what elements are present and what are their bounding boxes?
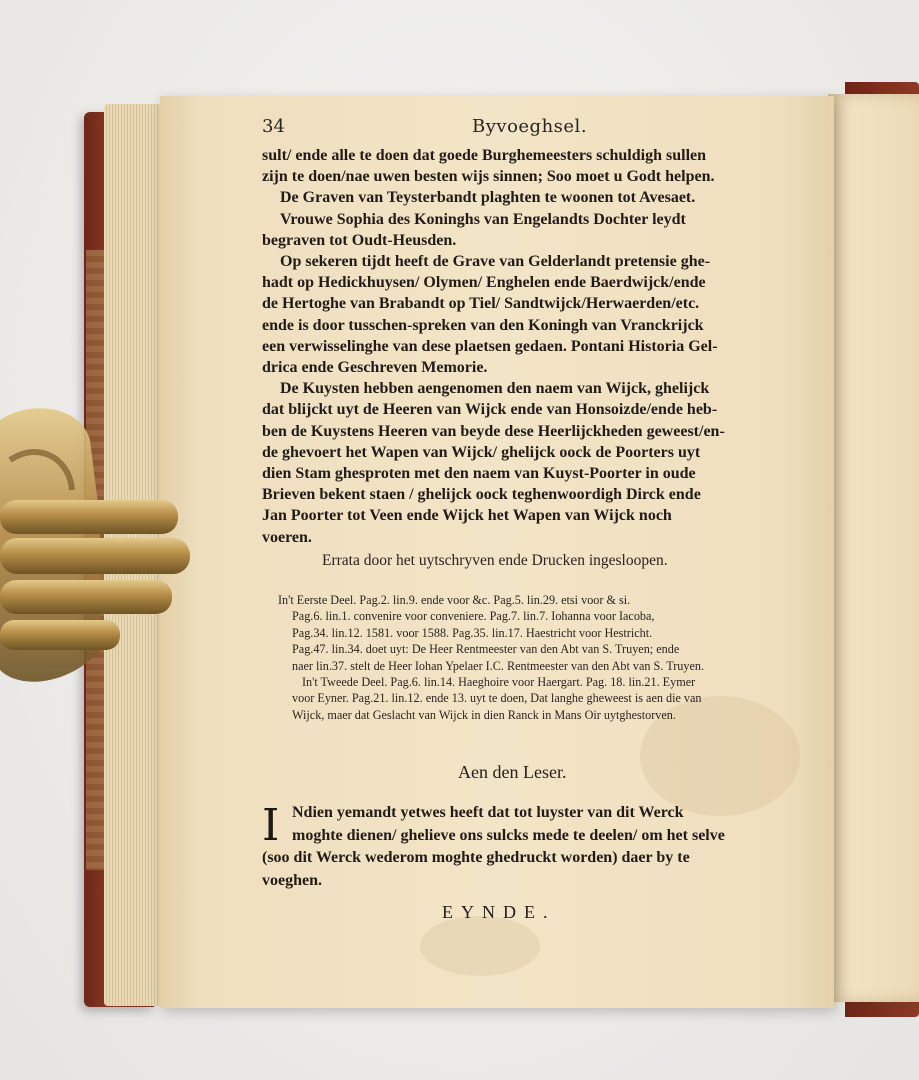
text-line: sult/ ende alle te doen dat goede Burghemeesters schuldigh sullen bbox=[262, 147, 707, 164]
text-line: moghte dienen/ ghelieve ons sulcks mede te deelen/ om het selve bbox=[292, 826, 725, 844]
text-line: de Hertoghe van Brabandt op Tiel/ Sandtwijck/Herwaerden/etc. bbox=[262, 295, 700, 313]
text-line: ende is door tusschen-spreken van den Koningh van Vranckrijck bbox=[262, 316, 704, 334]
text-line: (soo dit Werck wederom moghte ghedruckt worden) daer by te bbox=[262, 849, 690, 866]
text-line: ben de Kuystens Heeren van beyde dese Heerlijckheden geweest/en- bbox=[262, 422, 725, 440]
errata-heading: Errata door het uytschryven ende Drucken ingesloopen. bbox=[322, 552, 668, 569]
text-line: een verwisselinghe van dese plaetsen gedaen. Pontani Historia Gel- bbox=[262, 337, 718, 355]
errata-line: In't Tweede Deel. Pag.6. lin.14. Haeghoire voor Haergart. Pag. 18. lin.21. Eymer bbox=[302, 675, 696, 690]
paragraph bbox=[262, 209, 810, 251]
page-number: 34 bbox=[262, 116, 285, 137]
errata-line: naer lin.37. stelt de Heer Iohan Ypelaer I.C. Rentmeester van den Abt van S. Truyen. bbox=[292, 658, 705, 673]
errata-line: Pag.47. lin.34. doet uyt: De Heer Rentmeester van den Abt van S. Truyen; ende bbox=[292, 642, 680, 657]
paragraph bbox=[262, 251, 810, 378]
text-line: begraven tot Oudt-Heusden. bbox=[262, 231, 457, 249]
reader-heading: Aen den Leser. bbox=[458, 762, 567, 782]
text-line: Brieven bekent staen / ghelijck oock teghenwoordigh Dirck ende bbox=[262, 486, 701, 504]
running-head: Byvoeghsel. bbox=[472, 116, 588, 137]
paragraph bbox=[262, 145, 810, 187]
errata-line: Pag.6. lin.1. convenire voor conveniere. Pag.7. lin.7. Iohanna voor Iacoba, bbox=[292, 609, 655, 624]
errata-line: Wijck, maer dat Geslacht van Wijck in dien Ranck in Mans Oir uytghestorven. bbox=[292, 707, 676, 722]
text-line: Op sekeren tijdt heeft de Grave van Gelderlandt pretensie ghe- bbox=[280, 253, 711, 271]
text-line: voeren. bbox=[262, 528, 312, 546]
errata-line: In't Eerste Deel. Pag.2. lin.9. ende voor &c. Pag.5. lin.29. etsi voor & si. bbox=[278, 593, 631, 607]
text-line: hadt op Hedickhuysen/ Olymen/ Enghelen ende Baerdwijck/ende bbox=[262, 274, 706, 292]
page-stain bbox=[420, 916, 540, 976]
text-line: zijn te doen/nae uwen besten wijs sinnen; Soo moet u Godt helpen. bbox=[262, 168, 715, 186]
text-line: dat blijckt uyt de Heeren van Wijck ende van Honsoizde/ende heb- bbox=[262, 401, 718, 419]
page-header bbox=[262, 116, 810, 142]
brass-hand-bookmark-icon bbox=[0, 400, 195, 690]
text-line: voeghen. bbox=[262, 871, 322, 889]
main-text bbox=[262, 145, 810, 548]
text-line: dien Stam ghesproten met den naem van Kuyst-Poorter in oude bbox=[262, 465, 696, 483]
text-line: Vrouwe Sophia des Koninghs van Engelandts Dochter leydt bbox=[280, 210, 686, 228]
facing-page-edge bbox=[828, 94, 919, 1002]
text-line: De Kuysten hebben aengenomen den naem van Wijck, ghelijck bbox=[280, 380, 710, 398]
reader-lines bbox=[262, 802, 810, 892]
drop-cap: I bbox=[262, 800, 280, 851]
finis-word: EYNDE. bbox=[442, 902, 556, 922]
errata-line: Pag.34. lin.12. 1581. voor 1588. Pag.35. lin.17. Haestricht voor Hestricht. bbox=[292, 625, 653, 640]
errata-line: voor Eyner. Pag.21. lin.12. ende 13. uyt te doen, Dat langhe gheweest is aen die van bbox=[292, 691, 702, 706]
paragraph bbox=[262, 187, 810, 208]
paragraph bbox=[262, 378, 810, 548]
text-line: Jan Poorter tot Veen ende Wijck het Wapen van Wijck noch bbox=[262, 507, 672, 525]
errata-list bbox=[278, 592, 808, 723]
text-line: de ghevoert het Wapen van Wijck/ ghelijck oock de Poorters uyt bbox=[262, 443, 701, 461]
text-line: drica ende Geschreven Memorie. bbox=[262, 359, 488, 377]
text-line: De Graven van Teysterbandt plaghten te woonen tot Avesaet. bbox=[280, 189, 696, 207]
text-line: Ndien yemandt yetwes heeft dat tot luyster van dit Werck bbox=[292, 804, 684, 821]
